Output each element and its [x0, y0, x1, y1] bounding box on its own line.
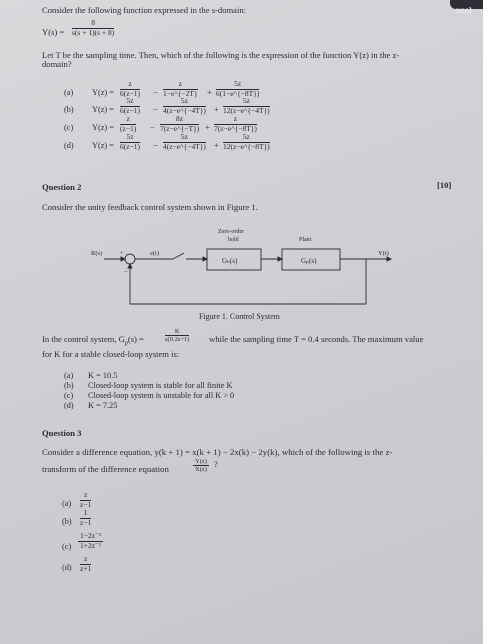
q1-option-term1 — [120, 115, 136, 133]
et-label: e(t) — [150, 250, 160, 257]
rs-label: R(s) — [91, 250, 103, 257]
q1-intro: Consider the following function expressed in the s-domain: — [42, 5, 247, 15]
q3-opt-den: z−1 — [80, 499, 92, 509]
figure-caption: Figure 1. Control System — [199, 312, 280, 321]
control-system-diagram — [0, 222, 483, 342]
term-den: 4(z−e^{−4T}) — [163, 141, 206, 151]
q2-option-label: (a) — [64, 371, 74, 380]
term-den: 7(z−e^{−T}) — [160, 123, 200, 133]
term-den: 7(z−e^{−8T}) — [214, 123, 257, 133]
term-num: z — [120, 115, 136, 125]
q3-option-fraction — [80, 555, 91, 573]
q3-ratio — [193, 458, 209, 474]
q1-option-op1: − — [153, 88, 158, 97]
q3-opt-num: z — [80, 491, 91, 501]
q2-option-text: K = 10.5 — [88, 371, 118, 380]
q2-marks: [10] — [437, 180, 452, 190]
q1-option-op1: − — [153, 105, 158, 114]
q1-option-op1: − — [150, 123, 155, 132]
sampler-switch — [173, 253, 184, 259]
q2-option-label: (d) — [64, 401, 74, 410]
term-num: 5z — [163, 97, 206, 107]
q2-text-a-main: In the control system, G — [42, 334, 125, 344]
q3-option-label: (c) — [62, 542, 72, 551]
term-num: 5z — [223, 97, 270, 107]
q2-text-c: for K for a stable closed-loop system is: — [42, 349, 180, 359]
q3-opt-den: 1+2z⁻¹ — [80, 540, 102, 550]
q1-option-term3 — [223, 97, 270, 115]
q1-prompt-line2: domain? — [42, 59, 72, 69]
page-corner-text: one) — [455, 6, 472, 15]
q3-title: Question 3 — [42, 428, 82, 438]
zoh-label-2: hold — [228, 237, 239, 243]
term-den: 6(z−1) — [120, 105, 141, 115]
q3-qmark: ? — [214, 459, 218, 469]
q2-text-a-sub: p — [124, 340, 128, 347]
term-den: 12(z−e^{−8T}) — [223, 141, 270, 151]
term-num: 5z — [163, 133, 206, 143]
plant-label: Plant — [299, 237, 312, 243]
term-num: 8z — [160, 115, 199, 125]
q3-option-fraction — [78, 532, 103, 550]
term-den: 4(z−e^{−4T}) — [163, 105, 206, 115]
q3-opt-num: 1−2z⁻¹ — [80, 531, 102, 540]
term-num: z — [120, 80, 140, 90]
q2-title: Question 2 — [42, 182, 82, 192]
q1-option-term3 — [214, 115, 257, 133]
q3-line2: transform of the difference equation — [42, 464, 169, 474]
plus-sign: + — [120, 250, 124, 257]
q1-option-label: (b) — [64, 105, 74, 114]
q1-option-term2 — [160, 115, 199, 133]
term-den: (z−1) — [120, 123, 137, 133]
gp-num: K — [165, 328, 189, 336]
q1-option-label: (d) — [64, 141, 74, 150]
page-corner-tab — [450, 0, 483, 15]
q1-option-label: (a) — [64, 88, 74, 97]
q1-option-term2 — [163, 133, 206, 151]
q2-text-a — [42, 335, 144, 347]
q1-option-term1 — [120, 133, 140, 151]
q3-option-label: (d) — [62, 563, 72, 572]
q1-option-lhs: Y(z) = — [92, 105, 114, 114]
q2-option-label: (c) — [64, 391, 74, 400]
gp-label: Gₚ(s) — [301, 257, 317, 265]
term-num: 5z — [223, 133, 270, 143]
q3-ratio-den: X(z) — [195, 466, 207, 474]
term-num: z — [163, 80, 198, 90]
q3-option-fraction — [80, 491, 91, 509]
q1-option-op2: + — [205, 123, 210, 132]
minus-sign: − — [124, 268, 128, 276]
q1-option-term2 — [163, 97, 206, 115]
q1-option-lhs: Y(z) = — [92, 88, 114, 97]
q1-y-lhs: Y(s) = — [42, 27, 65, 37]
q3-line1: Consider a difference equation, y(k + 1) = x(k + 1) − 2x(k) − 2y(k), which of the following is the z- — [42, 447, 393, 457]
q3-option-label: (b) — [62, 517, 72, 526]
q1-y-num: 8 — [72, 19, 114, 29]
q3-opt-den: z−1 — [80, 517, 92, 527]
q2-option-text: K = 7.25 — [88, 401, 118, 410]
q1-option-term3 — [216, 80, 259, 98]
q2-option-text: Closed-loop system is stable for all finite K — [88, 381, 233, 390]
q2-option-text: Closed-loop system is unstable for all K > 0 — [88, 391, 235, 400]
term-num: z — [214, 115, 257, 125]
zoh-label-1: Zero-order — [218, 229, 244, 235]
q2-option-label: (b) — [64, 381, 74, 390]
q1-y-fraction — [72, 19, 114, 37]
q1-option-term3 — [223, 133, 270, 151]
q1-prompt-line1: Let T be the sampling time. Then, which of the following is the expression of the function Y(z) in the z- — [42, 50, 400, 60]
gp-den: s(0.2s+1) — [165, 336, 190, 344]
q3-option-fraction — [80, 509, 91, 527]
q1-option-label: (c) — [64, 123, 74, 132]
q1-option-term1 — [120, 97, 140, 115]
q1-option-lhs: Y(z) = — [92, 123, 114, 132]
q1-option-op2: + — [214, 105, 219, 114]
q3-opt-num: z — [80, 555, 91, 565]
q2-text-a-tail: (s) = — [127, 334, 144, 344]
gh-label: Gₕ(s) — [222, 257, 238, 265]
q2-text-b: while the sampling time T = 0.4 seconds. The maximum value — [209, 334, 424, 344]
summing-junction — [125, 254, 135, 264]
term-num: 5z — [216, 80, 259, 90]
q2-gp-fraction — [165, 328, 189, 344]
q3-opt-den: z+1 — [80, 563, 92, 573]
term-num: 5z — [120, 133, 140, 143]
yt-label: Y(t) — [378, 250, 389, 257]
q1-option-lhs: Y(z) = — [92, 141, 114, 150]
q1-option-op2: + — [214, 141, 219, 150]
q3-option-label: (a) — [62, 499, 72, 508]
q1-option-op1: − — [153, 141, 158, 150]
q1-y-den: s(s + 1)(s + 8) — [72, 27, 115, 37]
term-den: 6(1−e^{−8T}) — [216, 88, 260, 98]
q1-option-op2: + — [207, 88, 212, 97]
term-den: 1−e^{−2T} — [163, 88, 198, 98]
term-den: 12(z−e^{−4T}) — [223, 105, 270, 115]
q3-ratio-num: Y(z) — [195, 458, 207, 465]
term-den: 6(z−1) — [120, 141, 141, 151]
q3-opt-num: 1 — [80, 509, 91, 519]
term-den: 6(z−1) — [120, 88, 141, 98]
term-num: 5z — [120, 97, 140, 107]
q2-intro: Consider the unity feedback control system shown in Figure 1. — [42, 202, 258, 212]
